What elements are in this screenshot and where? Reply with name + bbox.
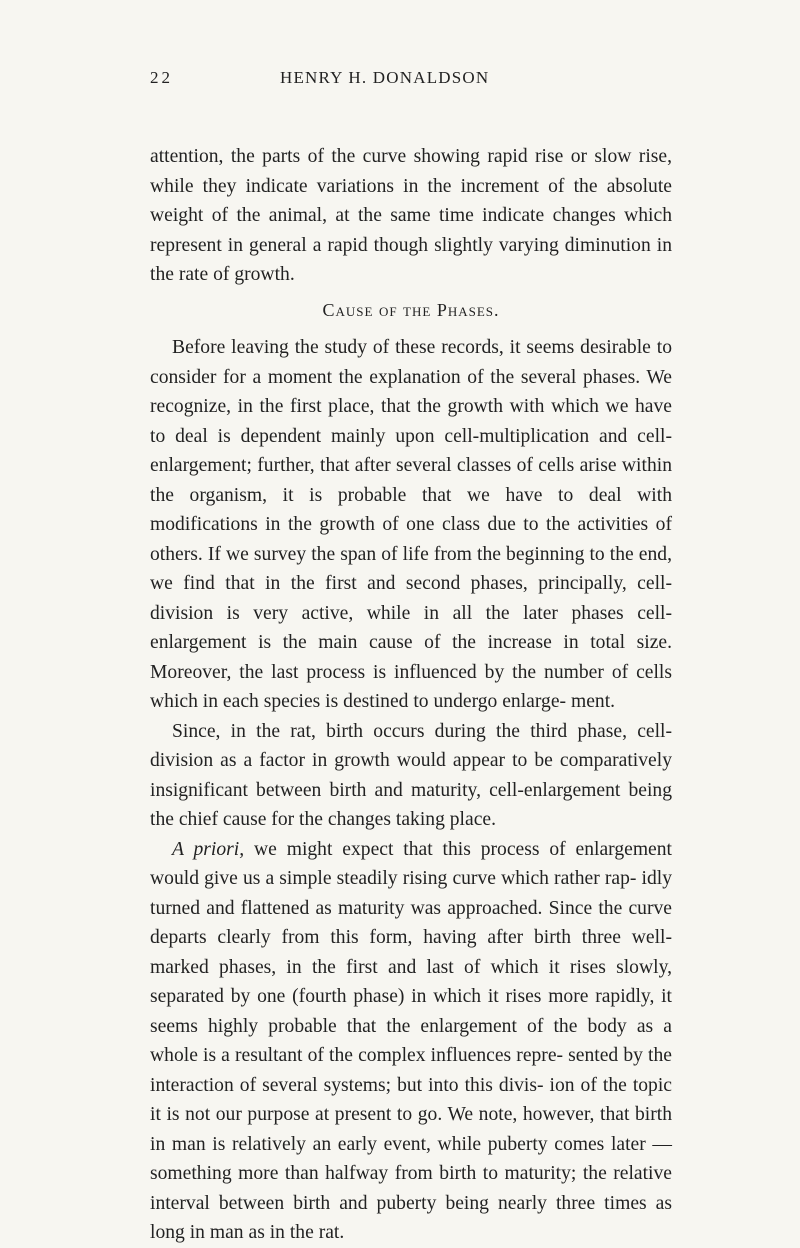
a-priori-italic: A priori, [172, 838, 245, 860]
page-number: 22 [150, 68, 173, 87]
paragraph-1: attention, the parts of the curve showing rapid rise or slow rise, while they indicate variations in the increment of the absolute weight of the animal, at the same time indicate changes which represent in general a rapid though slightly varying diminution in the rate of growth. [150, 146, 672, 285]
body-text [150, 142, 672, 1248]
running-head: HENRY H. DONALDSON [280, 68, 490, 87]
section-heading: Cause of the Phases. [322, 299, 500, 320]
paragraph-2: Before leaving the study of these records, it seems desirable to consider for a moment the explanation of the several phases. We recognize, in the first place, that the growth with which we have to deal is dependent mainly upon cell-multiplication and cell-enlargement; further, that after several classes of cells arise within the organism, it is probable that we have to deal with modifications in the growth of one class due to the activities of others. If we survey the span of life from the beginning to the end, we find that in the first and second phases, principally, cell-division is very active, while in all the later phases cell-enlargement is the main cause of the increase in total size. Moreover, the last process is influenced by the number of cells which in each species is destined to undergo enlarge- ment. [150, 337, 672, 712]
paragraph-3: Since, in the rat, birth occurs during the third phase, cell- division as a factor in growth would appear to be comparatively insignificant between birth and maturity, cell-enlargement being the chief cause for the changes taking place. [150, 720, 672, 830]
paragraph-4-text: we might expect that this process of enlargement would give us a simple steadily rising curve which rather rap- idly turned and flattened as maturity was approached. Since the curve departs clearly from this form, having after birth three well-marked phases, in the first and last of which it rises slowly, separated by one (fourth phase) in which it rises more rapidly, it seems highly probable that the enlargement of the body as a whole is a resultant of the complex influences repre- sented by the interaction of several systems; but into this divis- ion of the topic it is not our purpose at present to go. We note, however, that birth in man is relatively an early event, while puberty comes later — something more than halfway from birth to maturity; the relative interval between birth and puberty being nearly three times as long in man as in the rat. [150, 838, 672, 1243]
paragraph-4 [150, 835, 672, 1248]
page-header [0, 68, 800, 92]
